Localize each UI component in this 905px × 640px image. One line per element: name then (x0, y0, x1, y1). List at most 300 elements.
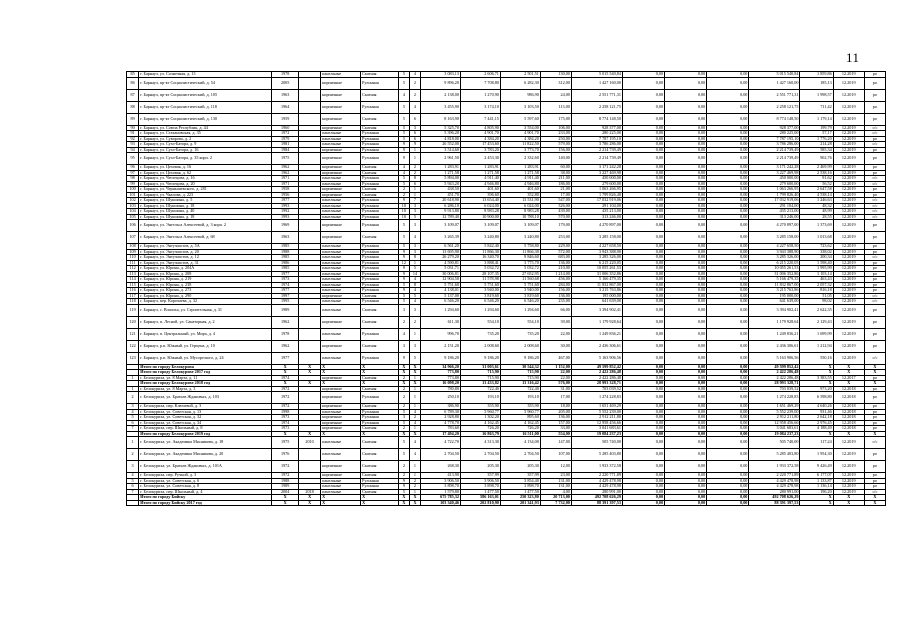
table-cell: ро (864, 271, 885, 277)
table-cell: 1972 (272, 404, 299, 410)
table-cell: 3 109,07 (500, 220, 540, 232)
table-cell: 17 453,60 (460, 142, 500, 148)
table-cell: г. Белокуриха, ул. Советская, д. 34 (139, 420, 272, 426)
table-cell: г. Барнаул, ул. Шукшина, д. 18 (139, 203, 272, 209)
table-cell: 113,00 (540, 101, 571, 113)
table-cell: 0,00 (665, 426, 707, 432)
table-cell: 136,00 (540, 293, 571, 299)
table-cell: 0,00 (665, 277, 707, 283)
table-cell: 26 279,20 (421, 255, 461, 261)
table-cell: 1 271,58 (421, 170, 461, 176)
table-cell: 0,00 (707, 415, 749, 421)
table-cell: Итого по городу Бийску 2017 год (139, 500, 272, 506)
table-cell: X (272, 370, 299, 376)
table-cell: 1 294,60 (500, 304, 540, 316)
table-cell: 106 (127, 220, 139, 232)
table-cell: 86 (127, 77, 139, 89)
table-cell: 6 (409, 181, 420, 187)
table-cell: кирпичные (321, 375, 361, 381)
table-cell: 2 912 211,80 (749, 415, 800, 421)
table-cell: 0,00 (665, 266, 707, 272)
table-cell: 0,00 (665, 288, 707, 294)
table-cell: Рулонная (361, 176, 399, 182)
table-cell: 131,00 (540, 478, 571, 484)
table-cell: 5 (409, 214, 420, 220)
table-cell: 0,00 (707, 72, 749, 78)
table-cell: X (833, 431, 864, 437)
table-cell: 0,00 (622, 244, 664, 250)
table-cell: с/с (864, 198, 885, 204)
table-cell: 0,00 (707, 147, 749, 153)
table-cell: 4 (398, 170, 409, 176)
table-cell: 60,00 (540, 165, 571, 171)
table-cell: 4 590,81 (421, 260, 461, 266)
table-cell: 0,00 (665, 431, 707, 437)
table-cell: 8 774 148,50 (749, 113, 800, 125)
table-cell: 5 (398, 101, 409, 113)
table-cell: ро (864, 244, 885, 250)
table-cell: 1974 (272, 420, 299, 426)
table-cell: X (409, 500, 420, 506)
table-cell: 1984 (272, 147, 299, 153)
table-cell: г. Барнаул, пр-кт Социалистический, д. 130 (139, 113, 272, 125)
table-cell: 2 976,45 (800, 420, 833, 426)
table-cell (298, 352, 320, 364)
table-cell: 0,00 (622, 364, 664, 370)
table-cell: 98,02 (800, 299, 833, 305)
table-cell: 5 163 906,56 (749, 352, 800, 364)
table-cell: 3 240,80 (460, 232, 500, 244)
table-cell: 2 (398, 316, 409, 328)
table-cell: 2 (398, 461, 409, 473)
table-cell: 0,00 (622, 489, 664, 495)
table-cell: 12.2018 (833, 426, 864, 432)
table-cell: панельные (321, 277, 361, 283)
table-cell: г. Барнаул, ул. Цеховая, д. 62 (139, 170, 272, 176)
table-cell: 2 (398, 473, 409, 479)
table-cell: г. Белокуриха, ул. Советская, д. 13 (139, 409, 272, 415)
table-cell: 0,00 (665, 386, 707, 392)
table-cell: 0,00 (707, 271, 749, 277)
table-cell: 5 552 239,00 (571, 409, 622, 415)
table-cell: 205,00 (540, 409, 571, 415)
table-cell: 570,00 (540, 214, 571, 220)
table-cell: 0,00 (707, 198, 749, 204)
table-cell: 5 015 540,84 (571, 72, 622, 78)
table-cell: г. Белокуриха, ул. 8 Марта, д. 3 (139, 386, 272, 392)
table-cell (298, 461, 320, 473)
table-cell: 280 225,00 (571, 131, 622, 137)
table-cell: 3 383,55 (800, 375, 833, 381)
table-cell: 1 283,91 (500, 165, 540, 171)
table-cell: 5 (398, 131, 409, 137)
table-cell: 0,00 (665, 77, 707, 89)
table-cell: 5 (398, 136, 409, 142)
table-cell: ро (864, 136, 885, 142)
table-cell: 456,00 (540, 277, 571, 283)
table-cell: 11 822,50 (500, 142, 540, 148)
table-cell: 338,02 (800, 249, 833, 255)
table-cell: г. Барнаул, ул. Чеглецова, д. 20 (139, 181, 272, 187)
table-cell: X (298, 431, 320, 437)
table-cell: 1 271,58 (460, 170, 500, 176)
table-cell: 1 271,58 (500, 170, 540, 176)
table-cell: 1 (409, 473, 420, 479)
table-cell: 12.2019 (833, 437, 864, 449)
table-cell: кирпичные (321, 293, 361, 299)
table-cell: 4 (409, 299, 420, 305)
table-cell: X (409, 370, 420, 376)
table-cell: X (321, 370, 361, 376)
table-cell: 5 751,60 (500, 282, 540, 288)
table-cell: 28 107,35 (460, 271, 500, 277)
table-cell: 715,90 (460, 375, 500, 381)
table-cell: 0,00 (665, 232, 707, 244)
table-cell: 1997 (272, 293, 299, 299)
table-cell: 439,00 (540, 209, 571, 215)
table-cell: 1978 (272, 328, 299, 340)
table-cell: 0,00 (665, 89, 707, 101)
table-cell: Скатная (361, 473, 399, 479)
table-cell: Рулонная (361, 260, 399, 266)
table-cell: 505 740,00 (749, 437, 800, 449)
table-cell: X (272, 495, 299, 501)
table-cell: 4 (409, 449, 420, 461)
table-cell: г. Барнаул, ул. Чернышевского, д. 281 (139, 187, 272, 193)
table-cell: X (361, 381, 399, 387)
table-cell: 19 084 237,23 (571, 431, 622, 437)
table-cell: 10 900,00 (460, 214, 500, 220)
table-cell: X (800, 364, 833, 370)
table-cell: 12.2019 (833, 142, 864, 148)
table-cell: 9 846,60 (500, 255, 540, 261)
table-cell: 12.2019 (833, 304, 864, 316)
table-cell: 0,00 (665, 473, 707, 479)
table-cell: 2 647,58 (800, 187, 833, 193)
table-cell: 6 546,20 (460, 299, 500, 305)
table-cell: 0,00 (707, 89, 749, 101)
table-cell: 1998 (272, 409, 299, 415)
table-cell: ро (864, 409, 885, 415)
table-cell: 0,00 (707, 214, 749, 220)
table-cell: 5 (398, 449, 409, 461)
table-cell: 8 163,90 (421, 113, 461, 125)
table-cell: 12.2019 (833, 260, 864, 266)
table-cell: 11 560,68 (500, 277, 540, 283)
table-cell (298, 113, 320, 125)
table-cell: 9 (398, 255, 409, 261)
table-cell: 0,00 (665, 220, 707, 232)
table-cell: 0,00 (665, 142, 707, 148)
table-cell: 0,00 (665, 244, 707, 250)
table-cell: Скатная (361, 386, 399, 392)
table-cell: 28 993 328,71 (571, 381, 622, 387)
table-cell: 1 133,87 (800, 478, 833, 484)
table-cell: с/с (864, 299, 885, 305)
table-cell: 5 (398, 113, 409, 125)
table-cell: 4 778,70 (421, 420, 461, 426)
table-cell: панельные (321, 198, 361, 204)
table-cell: 0,00 (707, 153, 749, 165)
table-cell: 773,80 (421, 375, 461, 381)
table-cell: 2 214 739,49 (571, 153, 622, 165)
table-cell: с/с (864, 437, 885, 449)
table-cell: 8 (409, 176, 420, 182)
table-cell: г. Белокуриха, ул. Братьев Ждановых, д. 101А (139, 461, 272, 473)
table-cell: 1977 (272, 198, 299, 204)
table-cell: 1 579,80 (421, 489, 461, 495)
table-cell: 211,00 (540, 176, 571, 182)
table-cell: 118 (127, 299, 139, 305)
table-cell: 4 162,45 (460, 420, 500, 426)
table-cell: 1977 (272, 352, 299, 364)
table-cell: 12.2019 (833, 328, 864, 340)
subtotal-row (127, 500, 886, 506)
table-cell: 0,00 (707, 495, 749, 501)
table-cell: 401,60 (460, 187, 500, 193)
table-cell: г. Белокуриха, пер. Школьный, д. 8 (139, 426, 272, 432)
table-cell: 0,00 (665, 375, 707, 381)
table-cell: Рулонная (361, 409, 399, 415)
table-cell: 3 (409, 220, 420, 232)
table-cell: 22,00 (540, 328, 571, 340)
table-cell: 280 991,00 (749, 489, 800, 495)
table-cell: панельные (321, 478, 361, 484)
table-cell: панельные (321, 131, 361, 137)
table-cell: г. Барнаул, ул. Чеглецова, д. 16 (139, 176, 272, 182)
table-cell (298, 449, 320, 461)
table-cell: 0,00 (707, 426, 749, 432)
table-cell: 0,00 (622, 101, 664, 113)
table-cell: 5 396,20 (421, 131, 461, 137)
table-cell: 9 186,20 (421, 352, 461, 364)
table-cell: 554,10 (500, 316, 540, 328)
table-cell: 1 799 826,40 (749, 192, 800, 198)
table-row (127, 89, 886, 101)
table-cell: 8 (409, 282, 420, 288)
table-cell: 253,00 (540, 232, 571, 244)
table-cell: 1 933 372,58 (571, 461, 622, 473)
table-cell: 783,60 (421, 426, 461, 432)
table-cell: панельные (321, 328, 361, 340)
table-cell: 0,00 (707, 266, 749, 272)
table-cell: 586 163,01 (460, 495, 500, 501)
table-cell: 2 469,99 (800, 165, 833, 171)
table-cell: 1 179 928,64 (749, 316, 800, 328)
table-cell: 3 775,70 (500, 260, 540, 266)
table-cell: 3 (398, 340, 409, 352)
table-cell: 1978 (272, 72, 299, 78)
table-cell: г. Барнаул, ул. Цеховая, д. 16 (139, 165, 272, 171)
table-cell: г. Белокуриха, пер. Ручной, д. 3 (139, 473, 272, 479)
table-cell: 6 (409, 131, 420, 137)
table-cell: 0,00 (707, 473, 749, 479)
table-cell: 49 599 852,42 (749, 364, 800, 370)
table-cell: 722,40 (460, 386, 500, 392)
table-cell: Рулонная (361, 478, 399, 484)
table-cell: 5 552 239,00 (749, 409, 800, 415)
table-cell: 30 544,32 (500, 364, 540, 370)
table-cell: 1985 (272, 244, 299, 250)
table-cell: с/с (864, 214, 885, 220)
table-cell: 193,10 (460, 392, 500, 404)
table-cell (298, 77, 320, 89)
table-cell: 0,00 (622, 404, 664, 410)
table-cell: 0,00 (622, 266, 664, 272)
table-cell: 0,00 (622, 409, 664, 415)
table-cell: 3 514,60 (421, 147, 461, 153)
table-cell: 12.2019 (833, 352, 864, 364)
table-row (127, 437, 886, 449)
table-cell: 5 751,60 (421, 282, 461, 288)
table-cell: ро (864, 316, 885, 328)
table-cell: 2 (398, 404, 409, 410)
table-cell: 2 129,43 (800, 316, 833, 328)
table-cell: ро (864, 147, 885, 153)
table-cell: 0,00 (622, 170, 664, 176)
table-cell: Рулонная (361, 181, 399, 187)
table-cell: X (321, 431, 361, 437)
table-cell: 0,00 (622, 125, 664, 131)
table-cell: г. Барнаул, ул. Юрина, д. 273 (139, 288, 272, 294)
table-cell: 0,00 (707, 244, 749, 250)
table-cell: X (800, 431, 833, 437)
table-cell: 30,00 (540, 340, 571, 352)
table-cell (298, 328, 320, 340)
table-cell: 12.2019 (833, 181, 864, 187)
table-cell: 0,00 (665, 392, 707, 404)
table-cell: 1 (409, 153, 420, 165)
table-cell: 0,00 (665, 187, 707, 193)
table-cell: с/с (864, 489, 885, 495)
table-cell: 0,00 (707, 404, 749, 410)
table-cell: 1981 (272, 142, 299, 148)
table-cell: 1973 (272, 415, 299, 421)
table-cell: 5 031,71 (421, 266, 461, 272)
table-cell: 12.2019 (833, 203, 864, 209)
table-cell: 27 652,95 (500, 271, 540, 277)
table-cell: 0,00 (665, 170, 707, 176)
table-cell: 1992 (272, 209, 299, 215)
table-cell: с/с (864, 352, 885, 364)
table-cell: ро (864, 375, 885, 381)
table-cell: 1969 (272, 220, 299, 232)
table-cell: 123 (127, 352, 139, 364)
table-cell: 0,00 (707, 328, 749, 340)
table-cell: 5 (127, 478, 139, 484)
table-cell: панельные (321, 304, 361, 316)
table-cell: 0,00 (707, 142, 749, 148)
table-cell: 4 429 478,98 (749, 478, 800, 484)
table-cell: 5 (398, 282, 409, 288)
table-cell: 12,00 (540, 461, 571, 473)
table-cell: 91 (127, 131, 139, 137)
table-cell: 0,00 (707, 125, 749, 131)
table-cell: 8 983,28 (460, 209, 500, 215)
table-cell: 1 274 228,83 (571, 392, 622, 404)
table-cell: 11 866,30 (460, 249, 500, 255)
table-row (127, 77, 886, 89)
table-cell: 17 032 919,06 (571, 198, 622, 204)
table-cell: панельные (321, 409, 361, 415)
table-cell: кирпичные (321, 404, 361, 410)
table-cell: 0,00 (665, 72, 707, 78)
table-cell: 235,00 (540, 299, 571, 305)
table-cell: 250 323,80 (500, 495, 540, 501)
table-cell: 12.2019 (833, 277, 864, 283)
table-cell: Рулонная (361, 420, 399, 426)
table-cell: панельные (321, 244, 361, 250)
table-cell: 4 946,80 (500, 181, 540, 187)
table-cell: 715,90 (500, 370, 540, 376)
table-cell: 2010 (298, 437, 320, 449)
table-cell: 4 (409, 420, 420, 426)
table-cell: 3 103,50 (500, 101, 540, 113)
table-cell: 3 940,00 (500, 288, 540, 294)
table-cell: 4 313,30 (460, 437, 500, 449)
table-cell: 12 789,40 (421, 214, 461, 220)
table-cell: панельные (321, 260, 361, 266)
table-cell: 6 215 220,05 (571, 260, 622, 266)
table-cell: 1964 (272, 101, 299, 113)
table-cell (298, 89, 320, 101)
table-cell: 20 713,00 (540, 495, 571, 501)
table-cell: 1975 (272, 437, 299, 449)
table-cell: панельные (321, 271, 361, 277)
table-cell: 2 436 306,61 (571, 340, 622, 352)
table-cell: 2 (409, 77, 420, 89)
table-cell: 5 (398, 420, 409, 426)
table-cell: X (398, 370, 409, 376)
table-cell: 12.2019 (833, 232, 864, 244)
table-cell: 1974 (272, 282, 299, 288)
table-cell: 9 (398, 277, 409, 283)
table-cell: 6 282,30 (500, 77, 540, 89)
table-cell: 2 258 121,75 (749, 101, 800, 113)
table-cell: 0,00 (622, 187, 664, 193)
table-cell: Итого по городу Белокурихе 2019 год (139, 431, 272, 437)
table-cell: 2018 (298, 489, 320, 495)
table-cell: 0,00 (622, 431, 664, 437)
table-cell: 12.2019 (833, 214, 864, 220)
table-cell: 8 983,28 (500, 209, 540, 215)
table-cell: 1976 (272, 449, 299, 461)
table-cell: Скатная (361, 125, 399, 131)
table-cell: 9 186,20 (500, 352, 540, 364)
table-cell: 3 906,50 (421, 478, 461, 484)
table-cell: Рулонная (361, 288, 399, 294)
table-cell: 1972 (272, 131, 299, 137)
table-cell: 24,00 (540, 89, 571, 101)
table-cell: панельные (321, 72, 361, 78)
table-cell: 3 (127, 461, 139, 473)
table-cell: 996,70 (421, 328, 461, 340)
table-cell: 0,00 (622, 136, 664, 142)
table-cell: 1975 (272, 153, 299, 165)
table-cell: 99 (127, 181, 139, 187)
table-cell: 1 (409, 260, 420, 266)
table-cell: 1 274 228,83 (749, 392, 800, 404)
table-cell: 0,00 (665, 101, 707, 113)
table-cell: 4 722,70 (421, 437, 461, 449)
table-cell: 0,00 (665, 409, 707, 415)
table-cell: 9 (398, 352, 409, 364)
table-cell: 12.2019 (833, 131, 864, 137)
table-cell: 13 316,42 (500, 381, 540, 387)
table-cell: 0,00 (622, 220, 664, 232)
table-cell: 16 511,00 (500, 431, 540, 437)
table-cell: 28,55 (800, 214, 833, 220)
